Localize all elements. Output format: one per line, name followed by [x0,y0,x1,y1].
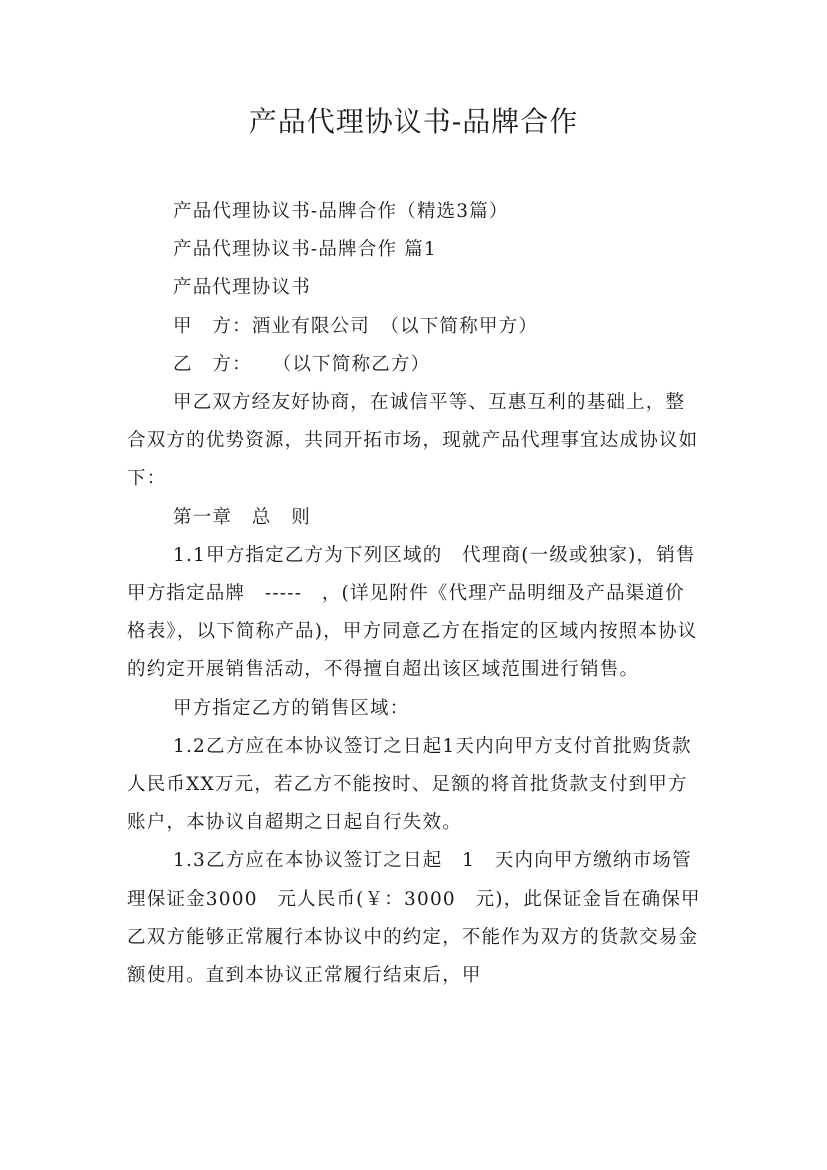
paragraph-party-b: 乙 方： （以下简称乙方） [173,353,431,375]
paragraph-clause-1-1: 1.1甲方指定乙方为下列区域的 代理商(一级或独家)，销售甲方指定品牌 ----- ，(详见附件《代理产品明细及产品渠道价格表》，以下简称产品)，甲方同意乙方在指定的区域内按照本协议的约定开展销售活动，不得擅自超出该区域范围进行销售。 [127,544,698,681]
paragraph-subtitle: 产品代理协议书-品牌合作（精选3篇） [173,201,509,222]
paragraph-preamble: 甲乙双方经友好协商，在诚信平等、互惠互利的基础上，整合双方的优势资源，共同开拓市场，现就产品代理事宜达成协议如下： [127,392,699,490]
paragraph-clause-1-2: 1.2乙方应在本协议签订之日起1天内向甲方支付首批购货款人民币XX万元，若乙方不能按时、足额的将首批货款支付到甲方账户，本协议自超期之日起自行失效。 [127,735,692,834]
document-body [127,193,703,995]
paragraph-party-a: 甲 方：酒业有限公司 （以下简称甲方） [173,315,539,337]
paragraph-section-heading: 产品代理协议书-品牌合作 篇1 [173,239,437,261]
document-title: 产品代理协议书-品牌合作 [248,105,579,138]
paragraph-clause-1-3: 1.3乙方应在本协议签订之日起 1 天内向甲方缴纳市场管理保证金3000 元人民币(￥：3000 元)，此保证金旨在确保甲乙双方能够正常履行本协议中的约定，不能作为双方的货款交易金额使用。直到本协议正常履行结束后，甲 [127,850,701,987]
paragraph-agreement-name: 产品代理协议书 [173,277,311,299]
paragraph-sales-region: 甲方指定乙方的销售区域： [173,697,410,719]
paragraph-chapter-one: 第一章 总 则 [173,506,311,528]
